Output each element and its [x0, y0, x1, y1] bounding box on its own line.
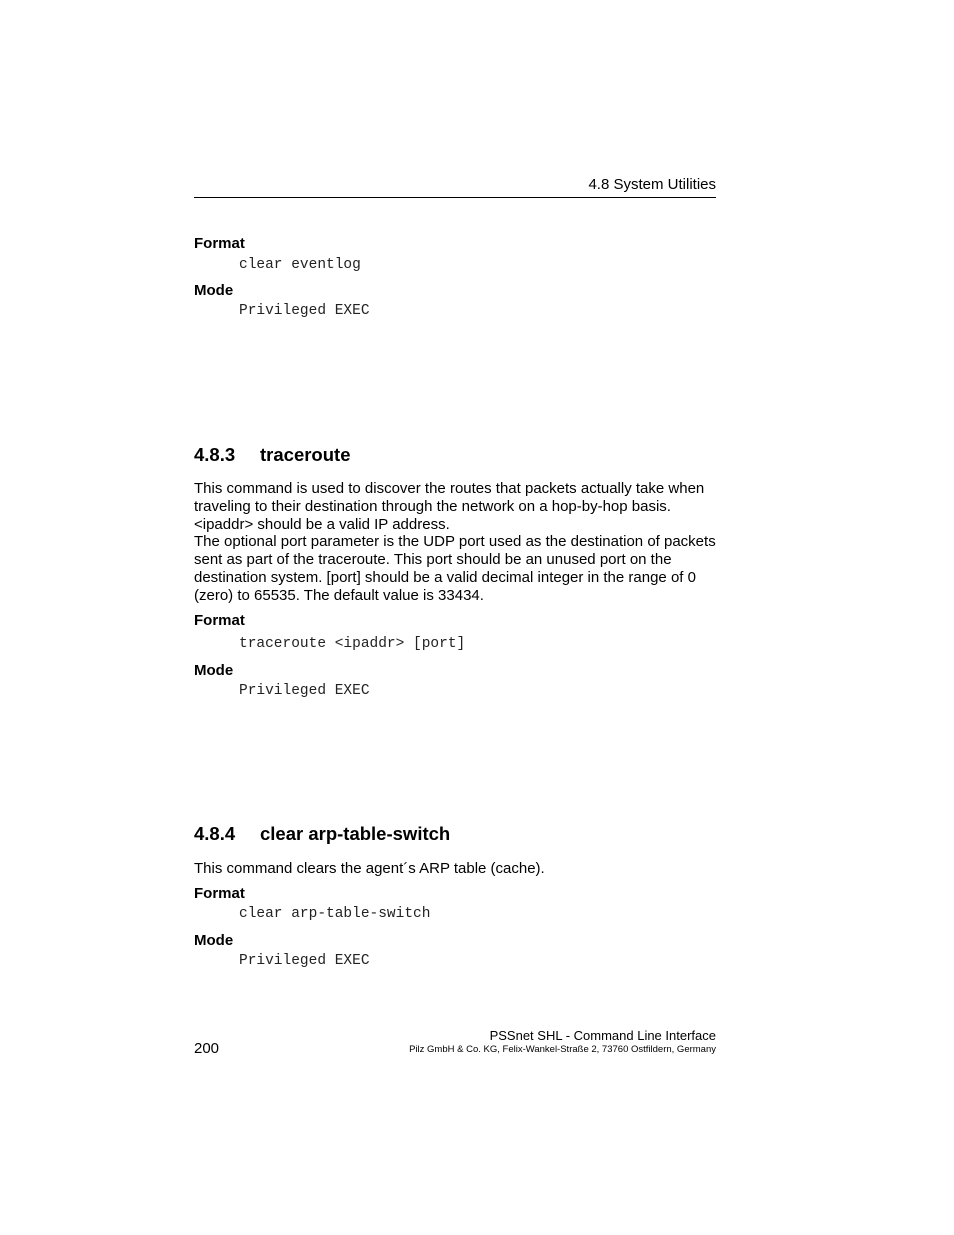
mode-value: Privileged EXEC [239, 953, 370, 969]
format-code: traceroute <ipaddr> [port] [239, 636, 466, 652]
running-head: 4.8 System Utilities [588, 176, 716, 193]
mode-label: Mode [194, 282, 234, 299]
format-label: Format [194, 235, 245, 252]
page-number: 200 [194, 1040, 220, 1057]
format-label: Format [194, 612, 245, 629]
section-number: 4.8.4 [194, 823, 236, 844]
section-title: clear arp-table-switch [260, 823, 451, 844]
clear-arp-description: This command clears the agent´s ARP table (cache). [194, 860, 545, 877]
traceroute-description [194, 480, 718, 605]
mode-label: Mode [194, 662, 234, 679]
section-title: traceroute [260, 444, 351, 465]
mode-value: Privileged EXEC [239, 683, 370, 699]
header-rule [194, 197, 716, 198]
section-number: 4.8.3 [194, 444, 236, 465]
mode-label: Mode [194, 932, 234, 949]
format-code: clear arp-table-switch [239, 906, 431, 922]
paragraph: This command is used to discover the routes that packets actually take when traveling to their destination through the network on a hop-by-hop basis. <ipaddr> should be a valid IP address. [194, 480, 705, 533]
company-address: Pilz GmbH & Co. KG, Felix-Wankel-Straße 2, 73760 Ostfildern, Germany [409, 1044, 716, 1055]
section-heading-traceroute [194, 444, 350, 466]
section-heading-clear-arp [194, 823, 450, 845]
format-label: Format [194, 885, 245, 902]
paragraph: The optional port parameter is the UDP port used as the destination of packets sent as part of the traceroute. This port should be an unused port on the destination system. [port] should be a valid decimal integer in the range of 0 (zero) to 65535. The default value is 33434. [194, 533, 716, 604]
format-code: clear eventlog [239, 257, 361, 273]
mode-value: Privileged EXEC [239, 303, 370, 319]
document-title: PSSnet SHL - Command Line Interface [489, 1028, 716, 1043]
